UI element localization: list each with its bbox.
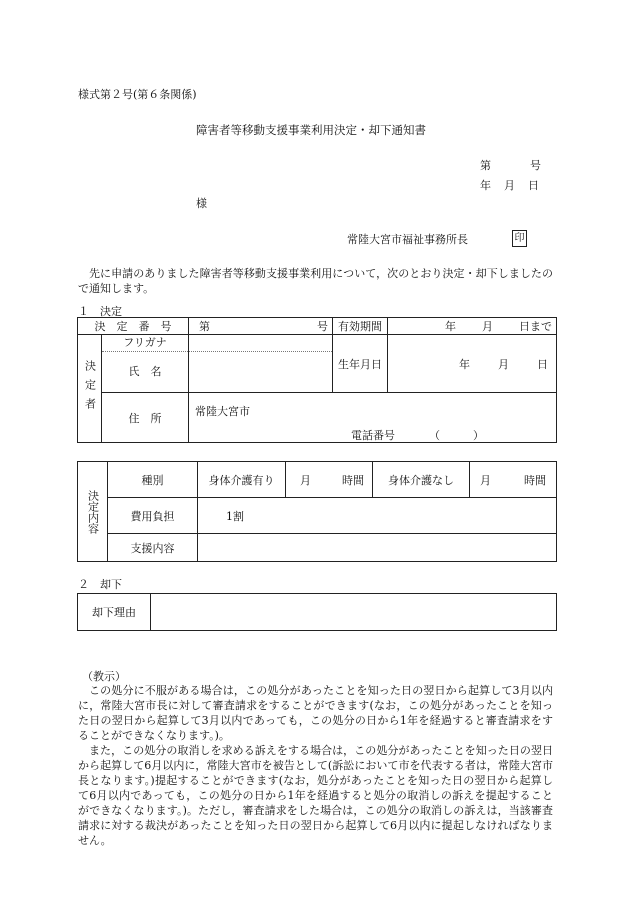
phone-parens: （ ） <box>429 429 484 442</box>
rejection-reason-label: 却下理由 <box>78 594 151 631</box>
without-body-care-label: 身体介護なし <box>373 462 470 498</box>
decision-content-label-text: 決定内容 <box>86 489 100 534</box>
decided-person-label <box>78 335 102 443</box>
date-month-label: 月 <box>504 179 515 192</box>
notice-paragraph-1: この処分に不服がある場合は，この処分があったことを知った日の翌日から起算して3月以内に，常陸大宮市長に対して審査請求をすることができます(なお，この処分があったことを知った日の翌日から起算して3月以内であっても，この処分の日から1年を経過すると審査請求をすることができなくなります。)。 <box>78 684 553 742</box>
name-value <box>189 352 332 392</box>
support-row <box>78 534 557 562</box>
rejection-table <box>77 593 557 631</box>
validity-label: 有効期間 <box>333 318 388 335</box>
date-day-label: 日 <box>528 179 539 192</box>
address-value: 常陸大宮市 <box>195 405 250 418</box>
name-label: 氏 名 <box>128 365 162 378</box>
address-row <box>78 393 557 443</box>
with-care-hours-label: 時間 <box>342 473 364 487</box>
name-row <box>78 335 557 393</box>
birth-year-label: 年 <box>459 357 470 371</box>
birth-day-label: 日 <box>537 357 548 371</box>
phone-label: 電話番号 <box>351 429 395 442</box>
validity-value <box>388 318 557 335</box>
furigana-value <box>189 335 332 352</box>
rejection-row <box>78 594 557 631</box>
cost-row <box>78 498 557 534</box>
name-label-cell <box>102 335 189 393</box>
document-title: 障害者等移動支援事業利用決定・却下通知書 <box>196 123 426 137</box>
decision-number-go: 号 <box>317 320 328 333</box>
seal-label: 印 <box>512 230 527 247</box>
decision-table <box>77 317 557 443</box>
decision-number-row <box>78 318 557 335</box>
validity-month: 月 <box>482 320 493 333</box>
decision-content-table <box>77 461 557 562</box>
validity-year: 年 <box>445 320 456 333</box>
issuer-name: 常陸大宮市福祉事務所長 <box>347 233 468 246</box>
rejection-reason-value <box>151 594 557 631</box>
number-label-go: 号 <box>530 159 541 172</box>
validity-until: 日まで <box>519 320 552 333</box>
type-label: 種別 <box>108 462 198 498</box>
without-care-hours-label: 時間 <box>524 473 546 487</box>
number-label-dai: 第 <box>480 159 491 172</box>
decision-content-label <box>78 462 108 562</box>
type-row <box>78 462 557 498</box>
cost-share-value: 1割 <box>198 498 557 534</box>
notice-paragraph-2: また，この処分の取消しを求める訴えをする場合は，この処分があったことを知った日の翌日から起算して6月以内に，常陸大宮市を被告として(訴訟において市を代表する者は，常陸大宮市長となります。)提起することができます(なお，処分があったことを知った日の翌日から起算して6月以内であっても，この処分の日から1年を経過すると処分の取消しの訴えを提起することができなくなります。)。ただし，審査請求をした場合は，この処分の取消しの訴えは，当該審査請求に対する裁決があったことを知った日の翌日から起算して6月以内に提起しなければなりません。 <box>78 744 553 847</box>
address-label: 住 所 <box>102 393 189 443</box>
with-care-month: 月 <box>300 473 311 487</box>
support-content-value <box>198 534 557 562</box>
decision-number-value <box>189 318 333 335</box>
intro-paragraph: 先に申請のありました障害者等移動支援事業利用について，次のとおり決定・却下しましたので通知します。 <box>78 267 553 295</box>
birthdate-label: 生年月日 <box>333 335 388 393</box>
with-care-hours <box>286 462 373 498</box>
seal-stamp <box>512 230 527 247</box>
address-cell <box>189 393 557 443</box>
birth-month-label: 月 <box>498 357 509 371</box>
addressee-sama: 様 <box>196 197 207 210</box>
birthdate-value <box>388 335 557 393</box>
date-year-label: 年 <box>480 179 491 192</box>
decided-person-label-text: 決定者 <box>83 360 97 417</box>
support-content-label: 支援内容 <box>108 534 198 562</box>
with-body-care-label: 身体介護有り <box>198 462 286 498</box>
furigana-label: フリガナ <box>102 335 188 352</box>
decision-number-dai: 第 <box>199 320 210 333</box>
decision-number-label: 決 定 番 号 <box>78 318 189 335</box>
section1-heading: １ 決定 <box>78 305 122 318</box>
form-number: 様式第２号(第６条関係) <box>78 88 197 101</box>
notice-heading: （教示） <box>82 670 126 683</box>
without-care-month: 月 <box>480 473 491 487</box>
section2-heading: ２ 却下 <box>78 578 122 591</box>
cost-share-label: 費用負担 <box>108 498 198 534</box>
without-care-hours <box>470 462 557 498</box>
name-value-cell <box>189 335 333 393</box>
